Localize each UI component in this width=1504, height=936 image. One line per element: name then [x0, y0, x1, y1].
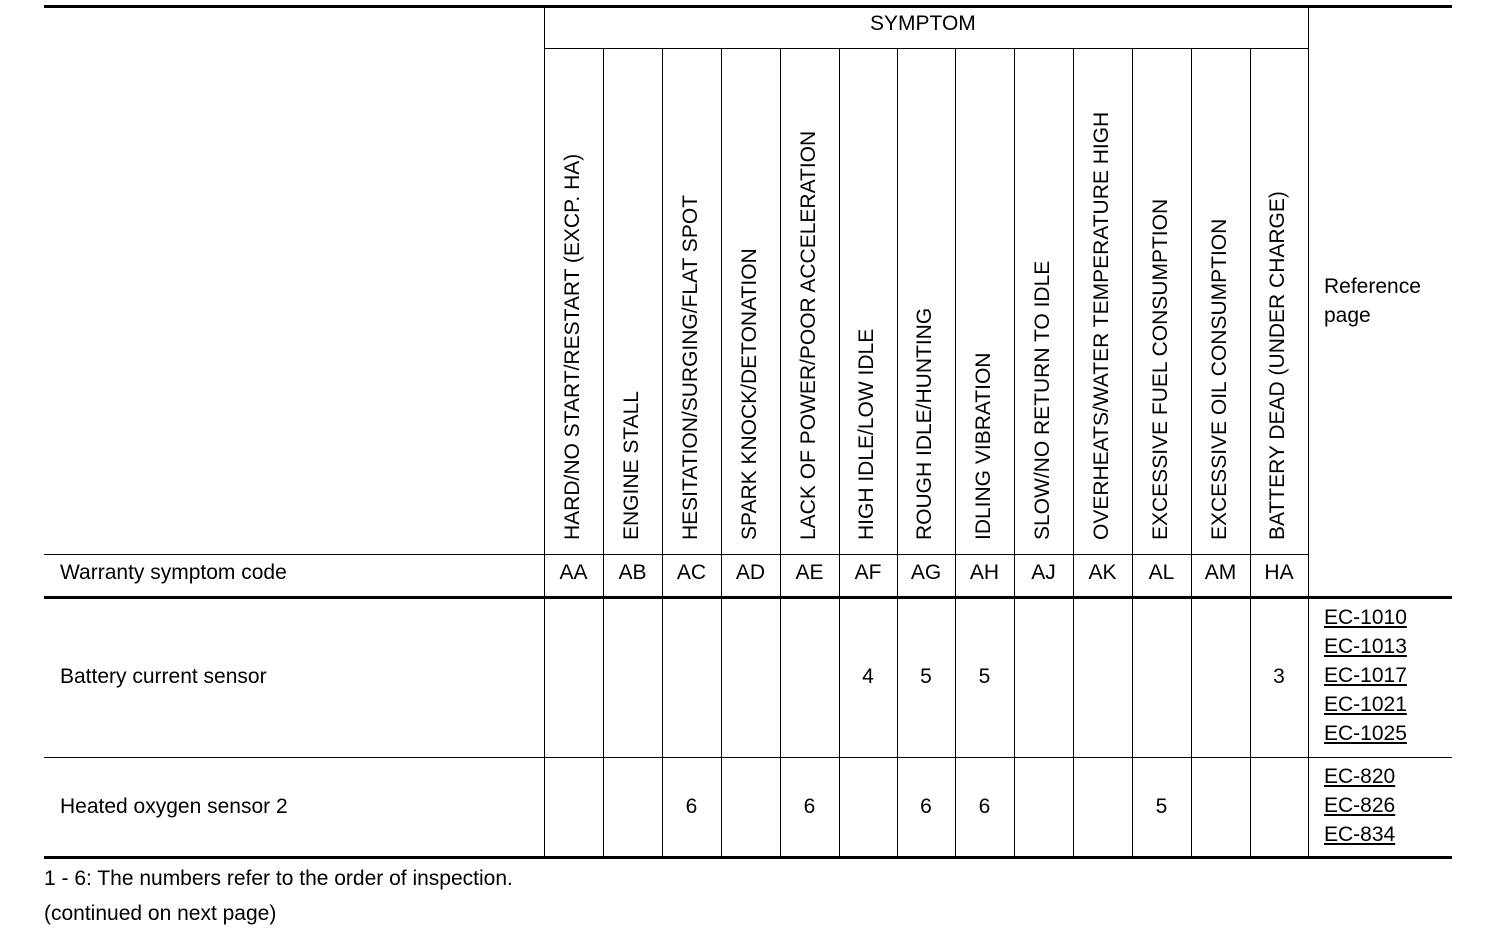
label-column-divider — [544, 6, 545, 857]
inspection-order-value: 6 — [920, 795, 932, 818]
symptom-code: AC — [676, 561, 707, 584]
symptom-name: BATTERY DEAD (UNDER CHARGE) — [1266, 191, 1289, 540]
reference-link[interactable]: EC-1017 — [1324, 664, 1407, 687]
symptom-name: SLOW/NO RETURN TO IDLE — [1030, 260, 1054, 540]
reference-link[interactable]: EC-826 — [1324, 794, 1396, 817]
symptom-code: AH — [969, 561, 1000, 584]
symptom-name: EXCESSIVE FUEL CONSUMPTION — [1148, 198, 1172, 540]
symptom-name: ROUGH IDLE/HUNTING — [913, 307, 936, 540]
symptom-code: AG — [910, 561, 942, 584]
symptom-code: AM — [1204, 561, 1237, 584]
inspection-order-value: 5 — [920, 665, 932, 688]
symptom-column-divider — [603, 48, 604, 857]
footnote-continued: (continued on next page) — [44, 902, 277, 925]
symptom-name: OVERHEATS/WATER TEMPERATURE HIGH — [1089, 111, 1113, 540]
footnote-inspection-order: 1 - 6: The numbers refer to the order of inspection. — [44, 867, 513, 890]
inspection-order-value: 6 — [978, 795, 991, 818]
symptom-name: LACK OF POWER/POOR ACCELERATION — [796, 130, 820, 540]
inspection-order-value: 4 — [862, 665, 874, 688]
warranty-symptom-code-label: Warranty symptom code — [60, 561, 287, 584]
symptom-name: HESITATION/SURGING/FLAT SPOT — [678, 195, 702, 540]
symptom-code: AD — [735, 561, 766, 584]
symptom-name: IDLING VIBRATION — [971, 352, 995, 540]
symptom-column-divider — [1250, 48, 1251, 857]
symptom-code: AA — [559, 561, 588, 584]
reference-links — [1324, 603, 1407, 748]
symptom-column-divider — [897, 48, 898, 857]
symptom-column-divider — [1014, 48, 1015, 857]
symptom-code: HA — [1264, 561, 1294, 584]
symptom-column-divider — [1191, 48, 1192, 857]
reference-page-header: Reference page — [1324, 275, 1421, 327]
symptom-column-divider — [721, 48, 722, 857]
symptom-column-divider — [1073, 48, 1074, 857]
symptom-column-divider — [780, 48, 781, 857]
reference-column-divider — [1308, 6, 1309, 857]
reference-link[interactable]: EC-1025 — [1324, 722, 1407, 745]
code-row-rule — [44, 554, 1308, 555]
symptom-column-divider — [1132, 48, 1133, 857]
reference-links — [1324, 762, 1395, 849]
symptom-name: HIGH IDLE/LOW IDLE — [855, 328, 878, 540]
table-bottom-rule — [44, 856, 1452, 859]
symptom-column-divider — [839, 48, 840, 857]
inspection-order-value: 5 — [978, 665, 991, 688]
symptom-name: SPARK KNOCK/DETONATION — [737, 248, 761, 540]
reference-link[interactable]: EC-820 — [1324, 765, 1396, 788]
inspection-order-value: 6 — [803, 795, 816, 818]
symptom-header: SYMPTOM — [870, 12, 976, 35]
component-label: Battery current sensor — [60, 665, 267, 688]
symptom-name: HARD/NO START/RESTART (EXCP. HA) — [560, 153, 584, 540]
symptom-code: AK — [1088, 561, 1117, 584]
symptom-code: AJ — [1031, 561, 1056, 584]
inspection-order-value: 5 — [1155, 795, 1168, 818]
component-label: Heated oxygen sensor 2 — [60, 795, 288, 818]
symptom-column-divider — [955, 48, 956, 857]
row-divider — [44, 757, 1452, 758]
table-top-rule — [44, 5, 1452, 8]
inspection-order-value: 6 — [685, 795, 698, 818]
symptom-code: AE — [795, 561, 824, 584]
symptom-column-divider — [662, 48, 663, 857]
symptom-name: EXCESSIVE OIL CONSUMPTION — [1207, 218, 1231, 540]
reference-link[interactable]: EC-1010 — [1324, 606, 1407, 629]
symptom-code: AL — [1148, 561, 1175, 584]
reference-link[interactable]: EC-1021 — [1324, 693, 1407, 716]
inspection-order-value: 3 — [1273, 665, 1285, 688]
reference-link[interactable]: EC-834 — [1324, 823, 1396, 846]
symptom-name: ENGINE STALL — [619, 391, 643, 540]
symptom-code: AB — [618, 561, 647, 584]
symptom-header-rule — [544, 48, 1308, 49]
header-bottom-rule — [44, 596, 1452, 599]
symptom-code: AF — [854, 561, 882, 584]
reference-link[interactable]: EC-1013 — [1324, 635, 1407, 658]
